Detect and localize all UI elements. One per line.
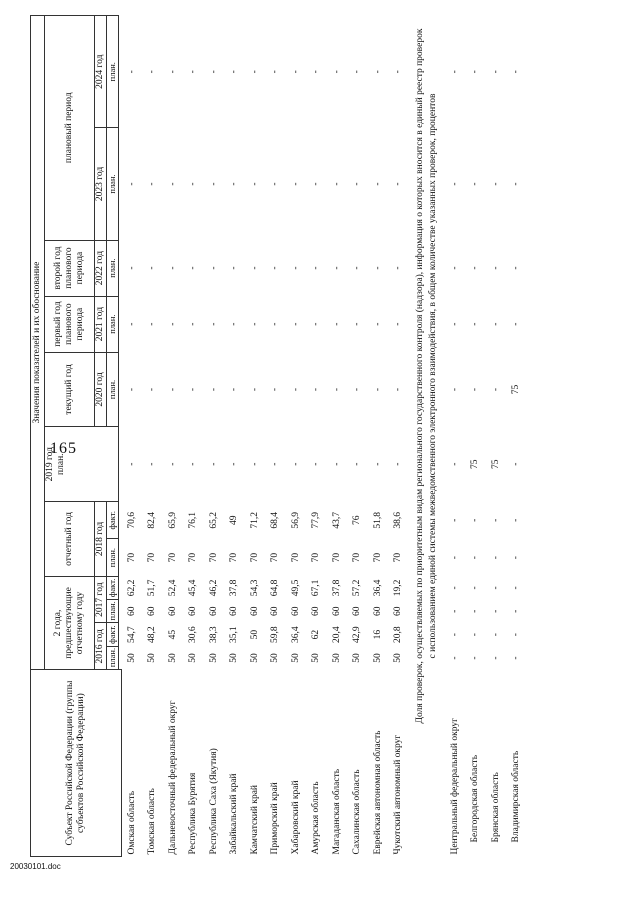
table-cell: 50 — [208, 653, 219, 663]
table-cell: - — [490, 556, 501, 560]
table-cell: - — [311, 70, 322, 74]
table-cell: 75 — [511, 384, 522, 395]
table-cell: - — [147, 70, 158, 74]
table-cell: - — [167, 462, 178, 466]
col-plan: план. — [107, 296, 119, 352]
table-cell: - — [352, 322, 363, 326]
table-cell: - — [372, 462, 383, 466]
table-row — [388, 16, 409, 857]
table-cell: - — [470, 586, 481, 590]
table-cell: - — [470, 633, 481, 637]
table-cell: - — [393, 387, 404, 392]
table-cell: 36,4 — [290, 626, 301, 643]
table-cell: 57,2 — [352, 579, 363, 597]
table-row — [445, 16, 466, 857]
table-cell: 30,6 — [188, 626, 199, 643]
table-cell: - — [449, 556, 460, 560]
table-cell: - — [188, 70, 199, 74]
table-cell: - — [229, 462, 240, 466]
table-row — [306, 16, 327, 857]
table-cell: 60 — [167, 606, 178, 617]
table-cell: - — [490, 656, 501, 660]
table-cell: - — [331, 322, 342, 326]
table-cell: 60 — [311, 606, 322, 617]
table-cell: - — [511, 462, 522, 466]
table-cell: - — [249, 387, 260, 392]
table-cell: 70 — [393, 552, 404, 563]
table-cell: - — [490, 586, 501, 590]
note-line-2: с использованием единой системы межведомственного электронного взаимодействия, в общем количестве указанных проверок, процентов — [427, 93, 438, 659]
table-cell: - — [511, 586, 522, 590]
indicator-table — [30, 15, 527, 857]
table-cell: 50 — [372, 653, 383, 663]
table-row — [245, 16, 266, 857]
col-reporting: отчетный год — [45, 502, 95, 577]
table-row — [347, 16, 368, 857]
table-cell: - — [147, 387, 158, 392]
table-cell: 70 — [126, 552, 137, 563]
col-current: текущий год — [45, 352, 95, 427]
row-name: Белгородская область — [470, 754, 481, 843]
table-cell: 50 — [147, 653, 158, 663]
row-name: Чукотский автономный округ — [393, 734, 404, 855]
table-cell: 37,8 — [331, 579, 342, 597]
col-2021: 2021 год — [95, 296, 107, 352]
table-cell: 16 — [372, 629, 383, 640]
table-cell: - — [490, 266, 501, 270]
table-cell: - — [126, 322, 137, 326]
col-2022: 2022 год — [95, 240, 107, 296]
table-cell: 75 — [470, 459, 481, 469]
table-cell: - — [372, 387, 383, 392]
table-cell: 60 — [126, 606, 137, 617]
table-cell: - — [511, 609, 522, 613]
table-cell: - — [511, 518, 522, 522]
table-cell: - — [270, 387, 281, 392]
table-cell: - — [249, 182, 260, 186]
table-row — [121, 16, 142, 857]
table-cell: - — [331, 387, 342, 392]
table-cell: - — [470, 322, 481, 326]
table-cell: 50 — [393, 653, 404, 663]
table-cell: 68,4 — [270, 511, 281, 529]
table-cell: 50 — [352, 653, 363, 663]
col-2016: 2016 год — [95, 623, 107, 670]
col-2017: 2017 год — [95, 576, 107, 623]
table-row — [142, 16, 163, 857]
table-cell: - — [188, 266, 199, 270]
table-cell: - — [229, 387, 240, 392]
table-cell: - — [208, 266, 219, 270]
table-cell: - — [208, 322, 219, 326]
table-cell: - — [490, 182, 501, 186]
table-row — [486, 16, 507, 857]
table-cell: - — [249, 462, 260, 466]
table-cell: - — [449, 70, 460, 74]
col-plan: план. — [107, 128, 119, 240]
table-cell: - — [352, 387, 363, 392]
table-cell: 42,9 — [352, 626, 363, 643]
table-cell: 70 — [311, 552, 322, 563]
col-subject: Субъект Российской Федерации (группы субъектов Российской Федерации) — [31, 670, 122, 857]
table-cell: - — [331, 182, 342, 186]
table-cell: - — [511, 70, 522, 74]
table-cell: 60 — [249, 606, 260, 617]
table-cell: 50 — [331, 653, 342, 663]
table-cell: - — [290, 182, 301, 186]
table-cell: 70 — [147, 552, 158, 563]
table-cell: - — [490, 609, 501, 613]
table-cell: - — [126, 462, 137, 466]
table-cell: - — [208, 462, 219, 466]
table-cell: - — [126, 70, 137, 74]
table-cell: - — [372, 70, 383, 74]
table-cell: - — [229, 70, 240, 74]
table-cell: 49,5 — [290, 579, 301, 597]
table-cell: 45,4 — [188, 579, 199, 597]
table-cell: 43,7 — [331, 511, 342, 529]
table-cell: 49 — [229, 515, 240, 525]
table-cell: - — [393, 182, 404, 186]
table-cell: - — [249, 70, 260, 74]
col-fact: факт. — [107, 576, 119, 599]
row-name: Хабаровский край — [290, 780, 301, 855]
col-2020: 2020 год — [95, 352, 107, 427]
table-cell: 71,2 — [249, 511, 260, 529]
table-cell: - — [449, 266, 460, 270]
table-row — [465, 16, 486, 857]
table-cell: 51,8 — [372, 511, 383, 529]
table-cell: 50 — [249, 629, 260, 640]
table-cell: 60 — [270, 606, 281, 617]
table-cell: 60 — [290, 606, 301, 617]
row-name: Еврейская автономная область — [372, 730, 383, 855]
table-cell: - — [290, 322, 301, 326]
rotated-table-page — [30, 15, 595, 857]
table-cell: - — [290, 462, 301, 466]
table-cell: 36,4 — [372, 579, 383, 597]
table-cell: - — [229, 322, 240, 326]
table-cell: 52,4 — [167, 579, 178, 597]
col-plan: план. — [107, 240, 119, 296]
table-cell: - — [331, 70, 342, 74]
table-cell: 37,8 — [229, 579, 240, 597]
table-cell: 62,2 — [126, 579, 137, 597]
table-cell: - — [393, 462, 404, 466]
table-cell: - — [290, 266, 301, 270]
col-plan: план. — [107, 352, 119, 427]
table-cell: 70 — [208, 552, 219, 563]
table-cell: 82,4 — [147, 511, 158, 529]
table-cell: - — [331, 462, 342, 466]
table-cell: - — [167, 322, 178, 326]
table-cell: - — [208, 70, 219, 74]
table-cell: - — [470, 518, 481, 522]
table-cell: - — [449, 518, 460, 522]
row-name: Владимирская область — [511, 750, 522, 843]
table-cell: - — [372, 182, 383, 186]
col-2024: 2024 год — [95, 16, 107, 128]
col-2019: 2019 год план. — [45, 427, 119, 502]
table-cell: 51,7 — [147, 579, 158, 597]
col-values: Значения показателей и их обоснование — [31, 16, 45, 670]
table-cell: - — [270, 266, 281, 270]
table-cell: - — [208, 182, 219, 186]
table-row — [265, 16, 286, 857]
table-cell: - — [490, 70, 501, 74]
row-name: Дальневосточный федеральный округ — [167, 700, 178, 855]
table-cell: - — [126, 266, 137, 270]
table-cell: - — [352, 462, 363, 466]
table-cell: - — [449, 322, 460, 326]
table-cell: - — [470, 387, 481, 392]
table-cell: - — [126, 387, 137, 392]
table-cell: - — [188, 322, 199, 326]
table-cell: - — [511, 266, 522, 270]
table-cell: - — [270, 462, 281, 466]
table-cell: 56,9 — [290, 511, 301, 529]
table-cell: 19,2 — [393, 579, 404, 597]
table-cell: - — [167, 387, 178, 392]
table-cell: 70 — [229, 552, 240, 563]
table-cell: - — [167, 182, 178, 186]
table-cell: - — [393, 322, 404, 326]
table-cell: - — [311, 322, 322, 326]
table-cell: - — [490, 518, 501, 522]
table-cell: 70 — [352, 552, 363, 563]
table-cell: - — [511, 322, 522, 326]
table-row — [506, 16, 527, 857]
table-cell: - — [449, 182, 460, 186]
table-cell: 60 — [331, 606, 342, 617]
table-cell: 70 — [188, 552, 199, 563]
table-cell: - — [393, 266, 404, 270]
table-cell: 54,7 — [126, 626, 137, 643]
table-cell: - — [229, 266, 240, 270]
table-cell: - — [470, 656, 481, 660]
page-number: 165 — [50, 440, 77, 457]
table-cell: 76,1 — [188, 511, 199, 529]
note-line-1: Доля проверок, осуществляемых по приоритетным видам регионального государственного контроля (надзора), информация о которых вносится в единый реестр проверок — [414, 28, 425, 724]
table-cell: - — [331, 266, 342, 270]
table-cell: - — [290, 387, 301, 392]
table-cell: 76 — [352, 515, 363, 525]
table-row — [163, 16, 184, 857]
table-cell: 70,6 — [126, 511, 137, 529]
row-name: Приморский край — [270, 782, 281, 855]
table-cell: 70 — [270, 552, 281, 563]
row-name: Камчатский край — [249, 785, 260, 855]
col-2018: 2018 год — [95, 502, 107, 577]
table-row — [368, 16, 389, 857]
table-row — [224, 16, 245, 857]
table-cell: - — [470, 556, 481, 560]
row-name: Брянская область — [490, 772, 501, 843]
table-cell: - — [352, 266, 363, 270]
table-cell: 60 — [352, 606, 363, 617]
row-name: Омская область — [126, 790, 137, 855]
table-cell: - — [311, 266, 322, 270]
table-cell: 50 — [167, 653, 178, 663]
table-cell: 70 — [290, 552, 301, 563]
table-cell: - — [249, 322, 260, 326]
table-cell: 20,8 — [393, 626, 404, 643]
table-cell: 50 — [270, 653, 281, 663]
table-cell: 50 — [188, 653, 199, 663]
table-cell: - — [470, 182, 481, 186]
table-cell: - — [147, 322, 158, 326]
table-cell: 77,9 — [311, 511, 322, 529]
table-cell: 60 — [372, 606, 383, 617]
table-cell: - — [393, 70, 404, 74]
table-cell: 65,9 — [167, 511, 178, 529]
table-cell: - — [249, 266, 260, 270]
table-cell: 50 — [290, 653, 301, 663]
col-fact: факт. — [107, 502, 119, 539]
table-row — [286, 16, 307, 857]
row-name: Центральный федеральный округ — [449, 718, 460, 855]
table-cell: 54,3 — [249, 579, 260, 597]
table-cell: 50 — [229, 653, 240, 663]
table-cell: - — [449, 656, 460, 660]
table-cell: 50 — [249, 653, 260, 663]
table-cell: 70 — [249, 552, 260, 563]
table-cell: 60 — [188, 606, 199, 617]
table-cell: - — [511, 633, 522, 637]
row-name: Забайкальский край — [229, 773, 240, 855]
table-cell: - — [511, 182, 522, 186]
table-cell: - — [511, 656, 522, 660]
table-cell: 35,1 — [229, 626, 240, 643]
table-cell: 20,4 — [331, 626, 342, 643]
table-cell: - — [490, 387, 501, 392]
table-cell: - — [511, 556, 522, 560]
table-cell: - — [208, 387, 219, 392]
table-cell: - — [188, 182, 199, 186]
table-cell: 70 — [372, 552, 383, 563]
row-name: Республика Саха (Якутия) — [208, 748, 219, 855]
table-cell: - — [449, 387, 460, 392]
col-first: первый год планового периода — [45, 296, 95, 352]
table-cell: - — [470, 609, 481, 613]
table-cell: 62 — [311, 629, 322, 640]
table-cell: 46,2 — [208, 579, 219, 597]
table-cell: 50 — [311, 653, 322, 663]
table-cell: 50 — [126, 653, 137, 663]
table-cell: - — [311, 387, 322, 392]
table-cell: - — [352, 182, 363, 186]
col-second: второй год планового периода — [45, 240, 95, 296]
col-plan: план. — [107, 16, 119, 128]
table-cell: 67,1 — [311, 579, 322, 597]
table-cell: - — [167, 266, 178, 270]
col-plan: план. — [107, 539, 119, 576]
row-name: Сахалинская область — [352, 769, 363, 855]
col-planning: плановый период — [45, 16, 95, 241]
table-cell: 64,8 — [270, 579, 281, 597]
table-cell: - — [372, 322, 383, 326]
table-cell: 48,2 — [147, 626, 158, 643]
table-cell: - — [352, 70, 363, 74]
table-cell: 75 — [490, 459, 501, 469]
table-row — [204, 16, 225, 857]
table-row — [327, 16, 348, 857]
table-cell: 60 — [393, 606, 404, 617]
table-cell: 45 — [167, 629, 178, 640]
col-plan: план. — [107, 600, 119, 623]
footer-filename: 20030101.doc — [10, 862, 61, 871]
table-cell: - — [311, 462, 322, 466]
table-cell: - — [270, 182, 281, 186]
row-name: Амурская область — [311, 781, 322, 855]
table-cell: - — [290, 70, 301, 74]
table-row — [183, 16, 204, 857]
col-pre-reporting: 2 года, предшествующие отчетному году — [45, 576, 95, 669]
col-plan: план. — [107, 646, 119, 669]
table-cell: 70 — [331, 552, 342, 563]
table-cell: - — [449, 633, 460, 637]
table-cell: 70 — [167, 552, 178, 563]
table-cell: - — [470, 266, 481, 270]
table-cell: - — [188, 387, 199, 392]
table-cell: - — [372, 266, 383, 270]
table-cell: 60 — [147, 606, 158, 617]
table-cell: 60 — [208, 606, 219, 617]
table-cell: - — [270, 322, 281, 326]
table-cell: - — [470, 70, 481, 74]
table-cell: - — [126, 182, 137, 186]
table-cell: - — [449, 609, 460, 613]
table-cell: - — [167, 70, 178, 74]
table-cell: - — [229, 182, 240, 186]
col-fact: факт. — [107, 623, 119, 646]
col-2023: 2023 год — [95, 128, 107, 240]
table-cell: - — [147, 182, 158, 186]
table-cell: - — [270, 70, 281, 74]
table-cell: 59,8 — [270, 626, 281, 643]
table-cell: - — [449, 462, 460, 466]
table-cell: - — [147, 266, 158, 270]
table-cell: - — [449, 586, 460, 590]
table-cell: - — [188, 462, 199, 466]
table-cell: - — [311, 182, 322, 186]
row-name: Томская область — [147, 788, 158, 855]
table-cell: - — [490, 633, 501, 637]
table-cell: 38,3 — [208, 626, 219, 643]
table-cell: - — [490, 322, 501, 326]
row-name: Республика Бурятия — [188, 772, 199, 855]
table-cell: 38,6 — [393, 511, 404, 529]
row-name: Магаданская область — [331, 768, 342, 855]
table-cell: 65,2 — [208, 511, 219, 529]
table-cell: - — [147, 462, 158, 466]
table-cell: 60 — [229, 606, 240, 617]
